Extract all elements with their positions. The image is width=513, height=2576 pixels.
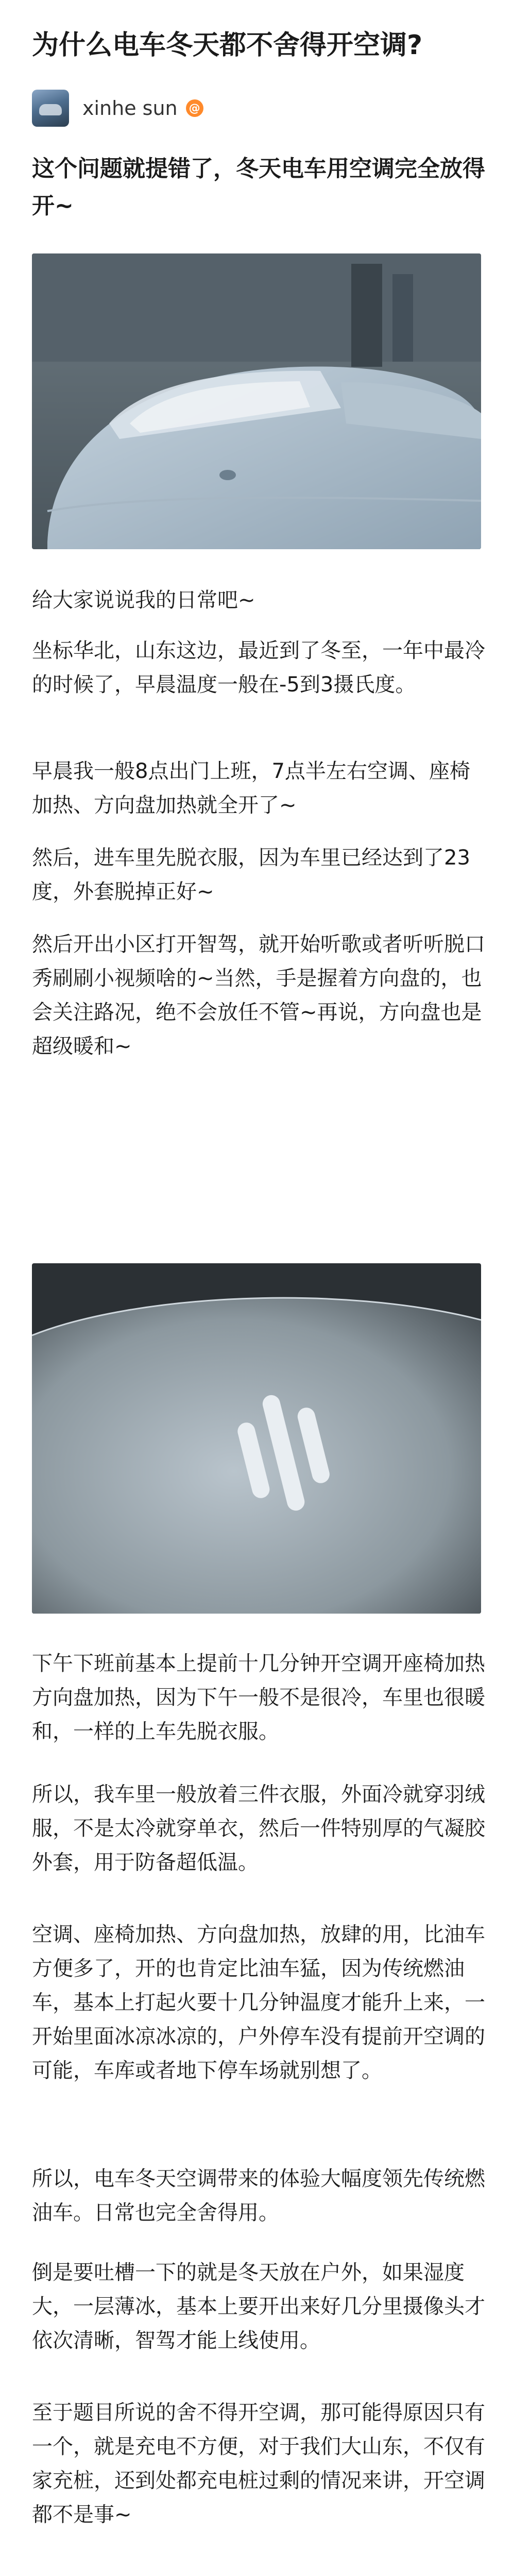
paragraph-1: 给大家说说我的日常吧~ [32,588,255,612]
paragraph-8: 空调、座椅加热、方向盘加热，放肆的用，比油车方便多了，开的也肯定比油车猛，因为传统燃油车，基本上打起火要十几分钟温度才能升上来，一开始里面冰凉冰凉的，户外停车没有提前开空调的可能，车库或者地下停车场就别想了。 [32,1923,485,2082]
frosted-car-rear-photo [32,253,481,549]
car-logo-frost-closeup-photo [32,1263,481,1614]
author-name[interactable]: xinhe sun [82,97,178,120]
author-avatar[interactable] [32,90,69,127]
paragraph-9: 所以，电车冬天空调带来的体验大幅度领先传统燃油车。日常也完全舍得用。 [32,2167,485,2225]
paragraph-10: 倒是要吐槽一下的就是冬天放在户外，如果湿度大，一层薄冰，基本上要开出来好几分里摄像头才依次清晰，智驾才能上线使用。 [32,2261,485,2352]
verified-badge-icon: @ [186,99,203,117]
paragraph-5: 然后开出小区打开智驾，就开始听歌或者听听脱口秀刷刷小视频啥的~当然，手是握着方向盘的，也会关注路况，绝不会放任不管~再说，方向盘也是超级暖和~ [32,933,485,1058]
paragraph-2: 坐标华北，山东这边，最近到了冬至，一年中最冷的时候了，早晨温度一般在-5到3摄氏度。 [32,639,485,697]
paragraph-3: 早晨我一般8点出门上班，7点半左右空调、座椅加热、方向盘加热就全开了~ [32,759,470,817]
paragraph-11: 至于题目所说的舍不得开空调，那可能得原因只有一个，就是充电不方便，对于我们大山东，不仅有家充桩，还到处都充电桩过剩的情况来讲，开空调都不是事~ [32,2401,485,2527]
paragraph-7: 所以，我车里一般放着三件衣服，外面冷就穿羽绒服，不是太冷就穿单衣，然后一件特别厚的气凝胶外套，用于防备超低温。 [32,1783,485,1874]
article-title: 为什么电车冬天都不舍得开空调? [32,30,423,61]
article-lead: 这个问题就提错了，冬天电车用空调完全放得开~ [32,156,485,219]
paragraph-6: 下午下班前基本上提前十几分钟开空调开座椅加热方向盘加热，因为下午一般不是很冷，车里也很暖和，一样的上车先脱衣服。 [32,1652,485,1743]
author-row[interactable] [32,87,203,130]
paragraph-4: 然后，进车里先脱衣服，因为车里已经达到了23度，外套脱掉正好~ [32,846,470,904]
